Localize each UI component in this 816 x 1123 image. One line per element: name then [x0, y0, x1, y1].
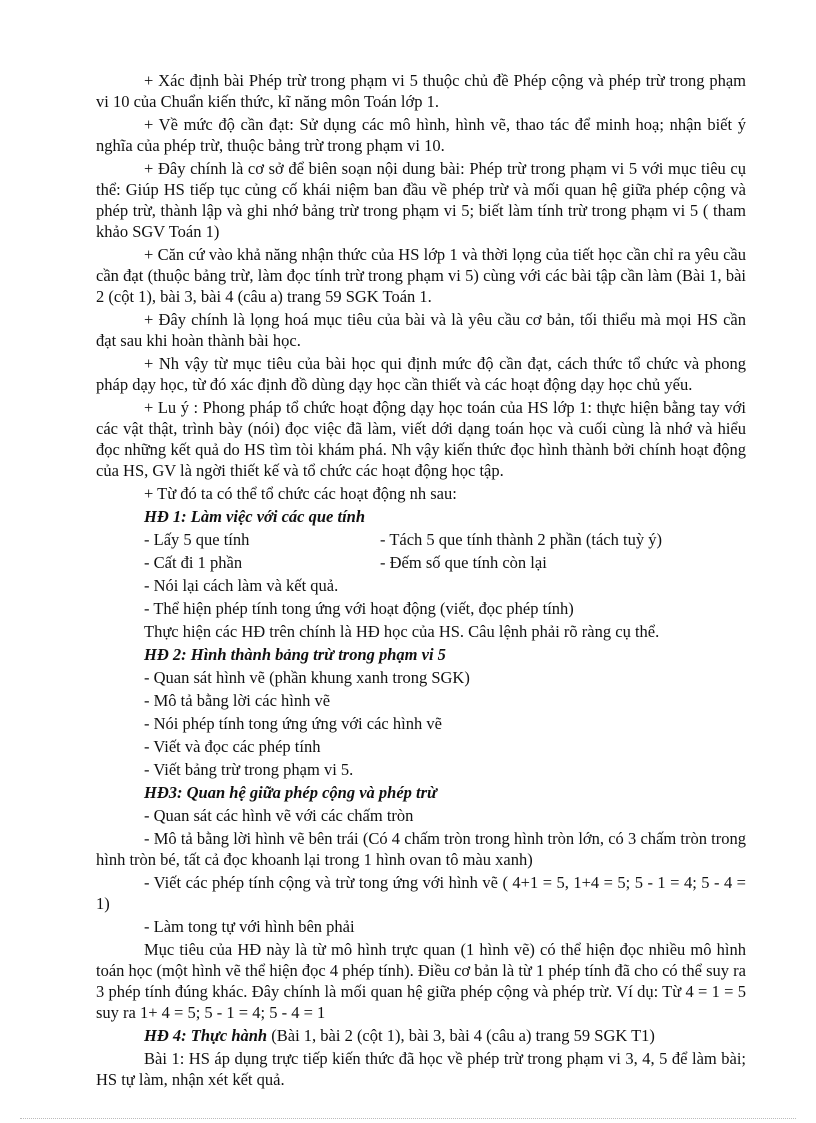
hd4-title-rest: (Bài 1, bài 2 (cột 1), bài 3, bài 4 (câu a) trang 59 SGK T1)	[267, 1026, 655, 1045]
paragraph: + Về mức độ cần đạt: Sử dụng các mô hình, hình vẽ, thao tác để minh hoạ; nhận biết ý nghĩa của phép trừ, thuộc bảng trừ trong phạm vi 10.	[96, 115, 746, 155]
hd4-title: HĐ 4: Thực hành	[144, 1026, 268, 1045]
paragraph: + Xác định bài Phép trừ trong phạm vi 5 thuộc chủ đề Phép cộng và phép trừ trong phạm vi 10 của Chuẩn kiến thức, kĩ năng môn Toán lớp 1.	[96, 71, 746, 111]
paragraph: + Đây chính là lọng hoá mục tiêu của bài và là yêu cầu cơ bản, tối thiểu mà mọi HS cần đạt sau khi hoàn thành bài học.	[96, 310, 746, 350]
paragraph: Bài 1: HS áp dụng trực tiếp kiến thức đã học về phép trừ trong phạm vi 3, 4, 5 để làm bài; HS tự làm, nhận xét kết quả.	[96, 1049, 746, 1089]
list-item: - Đếm số que tính còn lại	[380, 553, 547, 572]
list-item: - Thể hiện phép tính tong ứng với hoạt động (viết, đọc phép tính)	[144, 599, 574, 618]
hd3-heading: HĐ3: Quan hệ giữa phép cộng và phép trừ	[144, 783, 437, 802]
list-item: - Viết và đọc các phép tính	[144, 737, 321, 756]
list-item: - Mô tả bằng lời các hình vẽ	[144, 691, 331, 710]
paragraph: + Đây chính là cơ sở để biên soạn nội dung bài: Phép trừ trong phạm vi 5 với mục tiêu cụ thể: Giúp HS tiếp tục củng cố khái niệm ban đầu về phép trừ và mối quan hệ giữa phép cộng và phép trừ, thành lập và ghi nhớ bảng trừ trong phạm vi 5; biết làm tính trừ trong phạm vi 5 ( tham khảo SGV Toán 1)	[96, 159, 746, 241]
page-bottom-rule	[20, 1118, 796, 1119]
hd1-row	[96, 552, 746, 573]
paragraph: + Từ đó ta có thể tổ chức các hoạt động nh sau:	[144, 484, 457, 503]
hd1-heading: HĐ 1: Làm việc với các que tính	[144, 507, 366, 526]
list-item: - Tách 5 que tính thành 2 phần (tách tuỳ ý)	[380, 530, 662, 549]
list-item: - Viết bảng trừ trong phạm vi 5.	[144, 760, 354, 779]
list-item: - Lấy 5 que tính	[144, 530, 250, 549]
list-item: - Làm tong tự với hình bên phải	[144, 917, 355, 936]
paragraph: + Nh vậy từ mục tiêu của bài học qui định mức độ cần đạt, cách thức tổ chức và phong pháp dạy học, từ đó xác định đồ dùng dạy học cần thiết và các hoạt động dạy học chủ yếu.	[96, 354, 746, 394]
list-item: - Cất đi 1 phần	[144, 553, 243, 572]
list-item: - Quan sát các hình vẽ với các chấm tròn	[144, 806, 414, 825]
hd1-note: Thực hiện các HĐ trên chính là HĐ học của HS. Câu lệnh phải rõ ràng cụ thể.	[144, 622, 660, 641]
list-item: - Nói phép tính tong ứng ứng với các hình vẽ	[144, 714, 442, 733]
hd2-heading: HĐ 2: Hình thành bảng trừ trong phạm vi 5	[144, 645, 446, 664]
document-page	[96, 70, 746, 1092]
hd1-row	[96, 529, 746, 550]
list-item: - Mô tả bằng lời hình vẽ bên trái (Có 4 chấm tròn trong hình tròn lớn, có 3 chấm tròn trong hình tròn bé, tất cả đọc khoanh lại trong 1 hình ovan tô màu xanh)	[96, 829, 746, 869]
list-item: - Viết các phép tính cộng và trừ tong ứng với hình vẽ ( 4+1 = 5, 1+4 = 5; 5 - 1 = 4; 5 - 4 = 1)	[96, 873, 746, 913]
paragraph: + Lu ý : Phong pháp tổ chức hoạt động dạy học toán của HS lớp 1: thực hiện bằng tay với các vật thật, trình bày (nói) đọc việc đã làm, viết dới dạng toán học và cuối cùng là nhớ và hiểu đọc những kết quả do HS tìm tòi khám phá. Nh vậy kiến thức đọc hình thành bởi chính hoạt động của HS, GV là ngời thiết kế và tổ chức các hoạt động học tập.	[96, 398, 746, 480]
hd4-heading	[96, 1025, 746, 1046]
list-item: - Nói lại cách làm và kết quả.	[144, 576, 339, 595]
paragraph: + Căn cứ vào khả năng nhận thức của HS lớp 1 và thời lọng của tiết học cần chỉ ra yêu cầu cần đạt (thuộc bảng trừ, làm đọc tính trừ trong phạm vi 5) cùng với các bài tập cần làm (Bài 1, bài 2 (cột 1), bài 3, bài 4 (câu a) trang 59 SGK Toán 1.	[96, 245, 746, 306]
list-item: - Quan sát hình vẽ (phần khung xanh trong SGK)	[144, 668, 470, 687]
hd3-goal: Mục tiêu của HĐ này là từ mô hình trực quan (1 hình vẽ) có thể hiện đọc nhiều mô hình toán học (một hình vẽ thể hiện đọc 4 phép tính). Điều cơ bản là từ 1 phép tính đã cho có thể suy ra 3 phép tính đúng khác. Đây chính là mối quan hệ giữa phép cộng và phép trừ. Ví dụ: Từ 4 = 1 = 5 suy ra 1+ 4 = 5; 5 - 1 = 4; 5 - 4 = 1	[96, 940, 746, 1022]
